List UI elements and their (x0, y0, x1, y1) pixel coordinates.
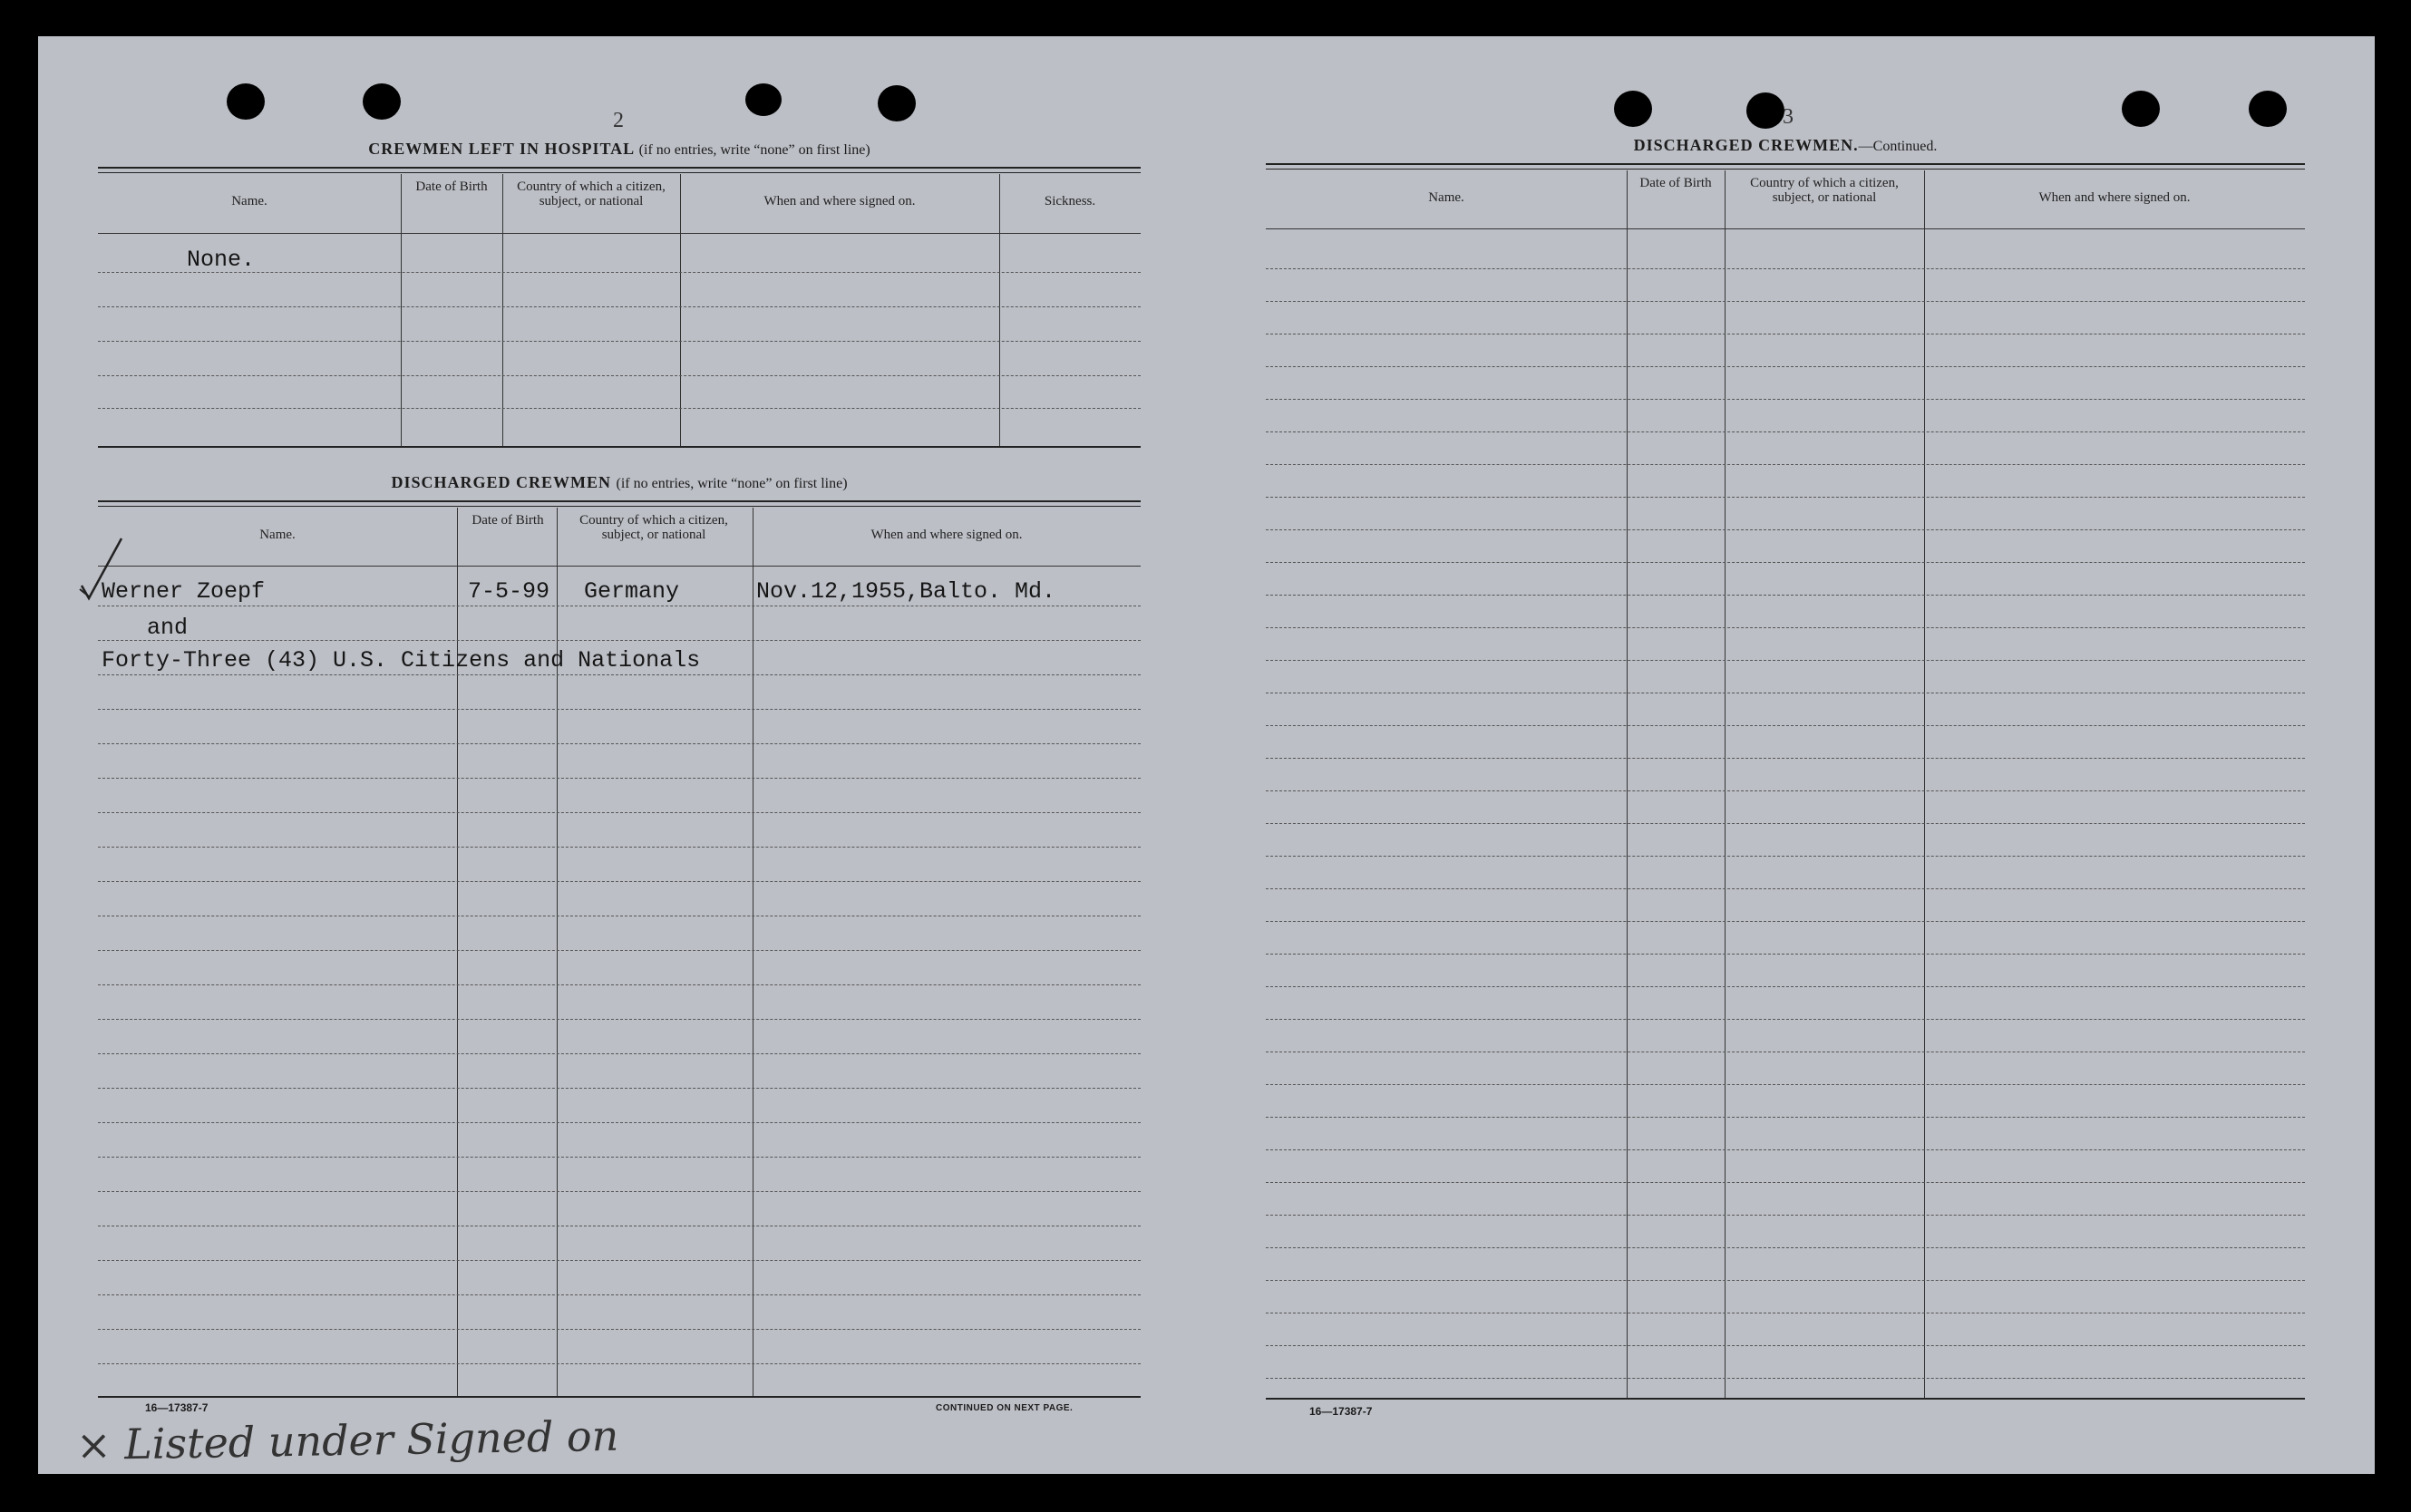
discharged-continued-main: DISCHARGED CREWMEN. (1633, 136, 1859, 154)
discharged-section-title (98, 473, 1141, 492)
col-header-country: Country of which a citizen, subject, or national (1750, 176, 1899, 205)
hospital-entry-name: None. (187, 247, 256, 273)
hospital-top-rule (98, 167, 1141, 173)
col-header-name: Name. (259, 528, 296, 542)
col-header-country: Country of which a citizen, subject, or national (517, 179, 666, 208)
punch-hole (2249, 91, 2287, 127)
punch-hole (227, 83, 265, 120)
page-number: 3 (1783, 105, 1794, 129)
discharged-continued-table (1266, 170, 2305, 1398)
crewman-country: Germany (584, 578, 680, 605)
col-header-dob: Date of Birth (472, 513, 544, 528)
punch-hole (363, 83, 401, 120)
punch-hole (878, 85, 916, 121)
discharged-top-rule (98, 500, 1141, 507)
crew-summary-text: Forty-Three (43) U.S. Citizens and Nationals (102, 647, 701, 674)
page-number: 2 (613, 109, 624, 132)
crewman-name: Werner Zoepf (102, 578, 266, 605)
col-header-dob: Date of Birth (415, 179, 488, 194)
punch-hole (745, 83, 782, 116)
discharged-continued-suffix: —Continued. (1858, 139, 1938, 154)
right-top-rule (1266, 163, 2305, 170)
col-header-signed-on: When and where signed on. (763, 194, 916, 208)
discharged-bottom-rule (98, 1396, 1141, 1398)
col-header-signed-on: When and where signed on. (870, 528, 1023, 542)
hospital-title: CREWMEN LEFT IN HOSPITAL (368, 140, 635, 158)
col-header-name: Name. (231, 194, 267, 208)
handwritten-note: × Listed under Signed on (75, 1410, 619, 1470)
discharged-continued-title (1266, 136, 2305, 155)
col-header-signed-on: When and where signed on. (2038, 190, 2191, 205)
crewman-signed-on: Nov.12,1955,Balto. Md. (756, 578, 1056, 605)
col-header-country: Country of which a citizen, subject, or national (579, 513, 728, 542)
hospital-subtitle: (if no entries, write “none” on first line) (638, 142, 870, 158)
form-code: 16—17387-7 (1309, 1405, 1373, 1418)
hospital-section-title (98, 140, 1141, 159)
crewman-dob: 7-5-99 (468, 578, 550, 605)
discharged-table (98, 508, 1141, 1396)
conjunction-text: and (147, 615, 189, 641)
check-mark-icon (76, 535, 131, 607)
hospital-bottom-rule (98, 446, 1141, 448)
form-code: 16—17387-7 (145, 1401, 209, 1414)
col-header-dob: Date of Birth (1639, 176, 1712, 190)
col-header-name: Name. (1428, 190, 1464, 205)
punch-hole (1746, 92, 1784, 129)
hospital-table (98, 174, 1141, 446)
right-bottom-rule (1266, 1398, 2305, 1400)
discharged-title: DISCHARGED CREWMEN (391, 473, 611, 491)
punch-hole (2122, 91, 2160, 127)
continued-note: CONTINUED ON NEXT PAGE. (936, 1403, 1074, 1413)
punch-hole (1614, 91, 1652, 127)
discharged-subtitle: (if no entries, write “none” on first line) (616, 476, 848, 491)
col-header-sickness: Sickness. (1044, 194, 1096, 208)
